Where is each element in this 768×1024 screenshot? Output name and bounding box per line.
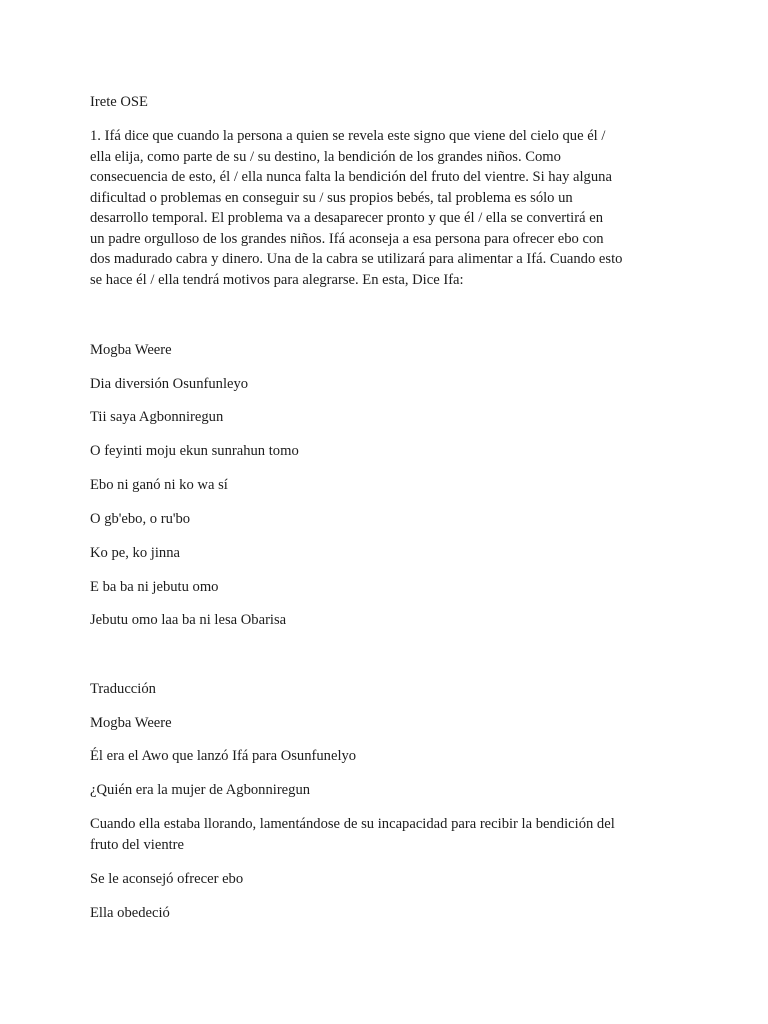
translation-line: Ella obedeció	[90, 905, 170, 921]
verse-line: Ko pe, ko jinna	[90, 545, 180, 561]
translation-heading: Traducción	[90, 681, 156, 697]
verse-line: E ba ba ni jebutu omo	[90, 579, 219, 595]
translation-line: Cuando ella estaba llorando, lamentándose de su incapacidad para recibir la bendición del	[90, 816, 615, 832]
verse-line: Jebutu omo laa ba ni lesa Obarisa	[90, 612, 287, 628]
verse-line: O feyinti moju ekun sunrahun tomo	[90, 443, 299, 459]
document-title: Irete OSE	[90, 94, 148, 110]
verse-line: Ebo ni ganó ni ko wa sí	[90, 477, 228, 493]
intro-line: dificultad o problemas en conseguir su / sus propios bebés, tal problema es sólo un	[90, 189, 573, 206]
verse-line: Mogba Weere	[90, 342, 172, 358]
intro-line: desarrollo temporal. El problema va a desaparecer pronto y que él / ella se convertirá en	[90, 210, 603, 226]
verse-line: Dia diversión Osunfunleyo	[90, 375, 249, 392]
intro-line: dos madurado cabra y dinero. Una de la cabra se utilizará para alimentar a Ifá. Cuando esto	[90, 251, 623, 267]
intro-line: consecuencia de esto, él / ella nunca falta la bendición del fruto del vientre. Si hay alguna	[90, 169, 612, 185]
intro-line: un padre orgulloso de los grandes niños. Ifá aconseja a esa persona para ofrecer ebo con	[90, 230, 604, 247]
translation-line: ¿Quién era la mujer de Agbonniregun	[90, 782, 311, 798]
intro-line: 1. Ifá dice que cuando la persona a quien se revela este signo que viene del cielo que él /	[90, 128, 606, 144]
verse-line: Tii saya Agbonniregun	[90, 409, 224, 425]
intro-line: se hace él / ella tendrá motivos para alegrarse. En esta, Dice Ifa:	[90, 271, 464, 288]
translation-line: Mogba Weere	[90, 714, 172, 731]
intro-line: ella elija, como parte de su / su destino, la bendición de los grandes niños. Como	[90, 148, 561, 165]
translation-line: Se le aconsejó ofrecer ebo	[90, 871, 244, 887]
translation-line: Él era el Awo que lanzó Ifá para Osunfunelyo	[90, 748, 357, 764]
translation-line: fruto del vientre	[90, 836, 185, 853]
verse-line: O gb'ebo, o ru'bo	[90, 511, 191, 527]
